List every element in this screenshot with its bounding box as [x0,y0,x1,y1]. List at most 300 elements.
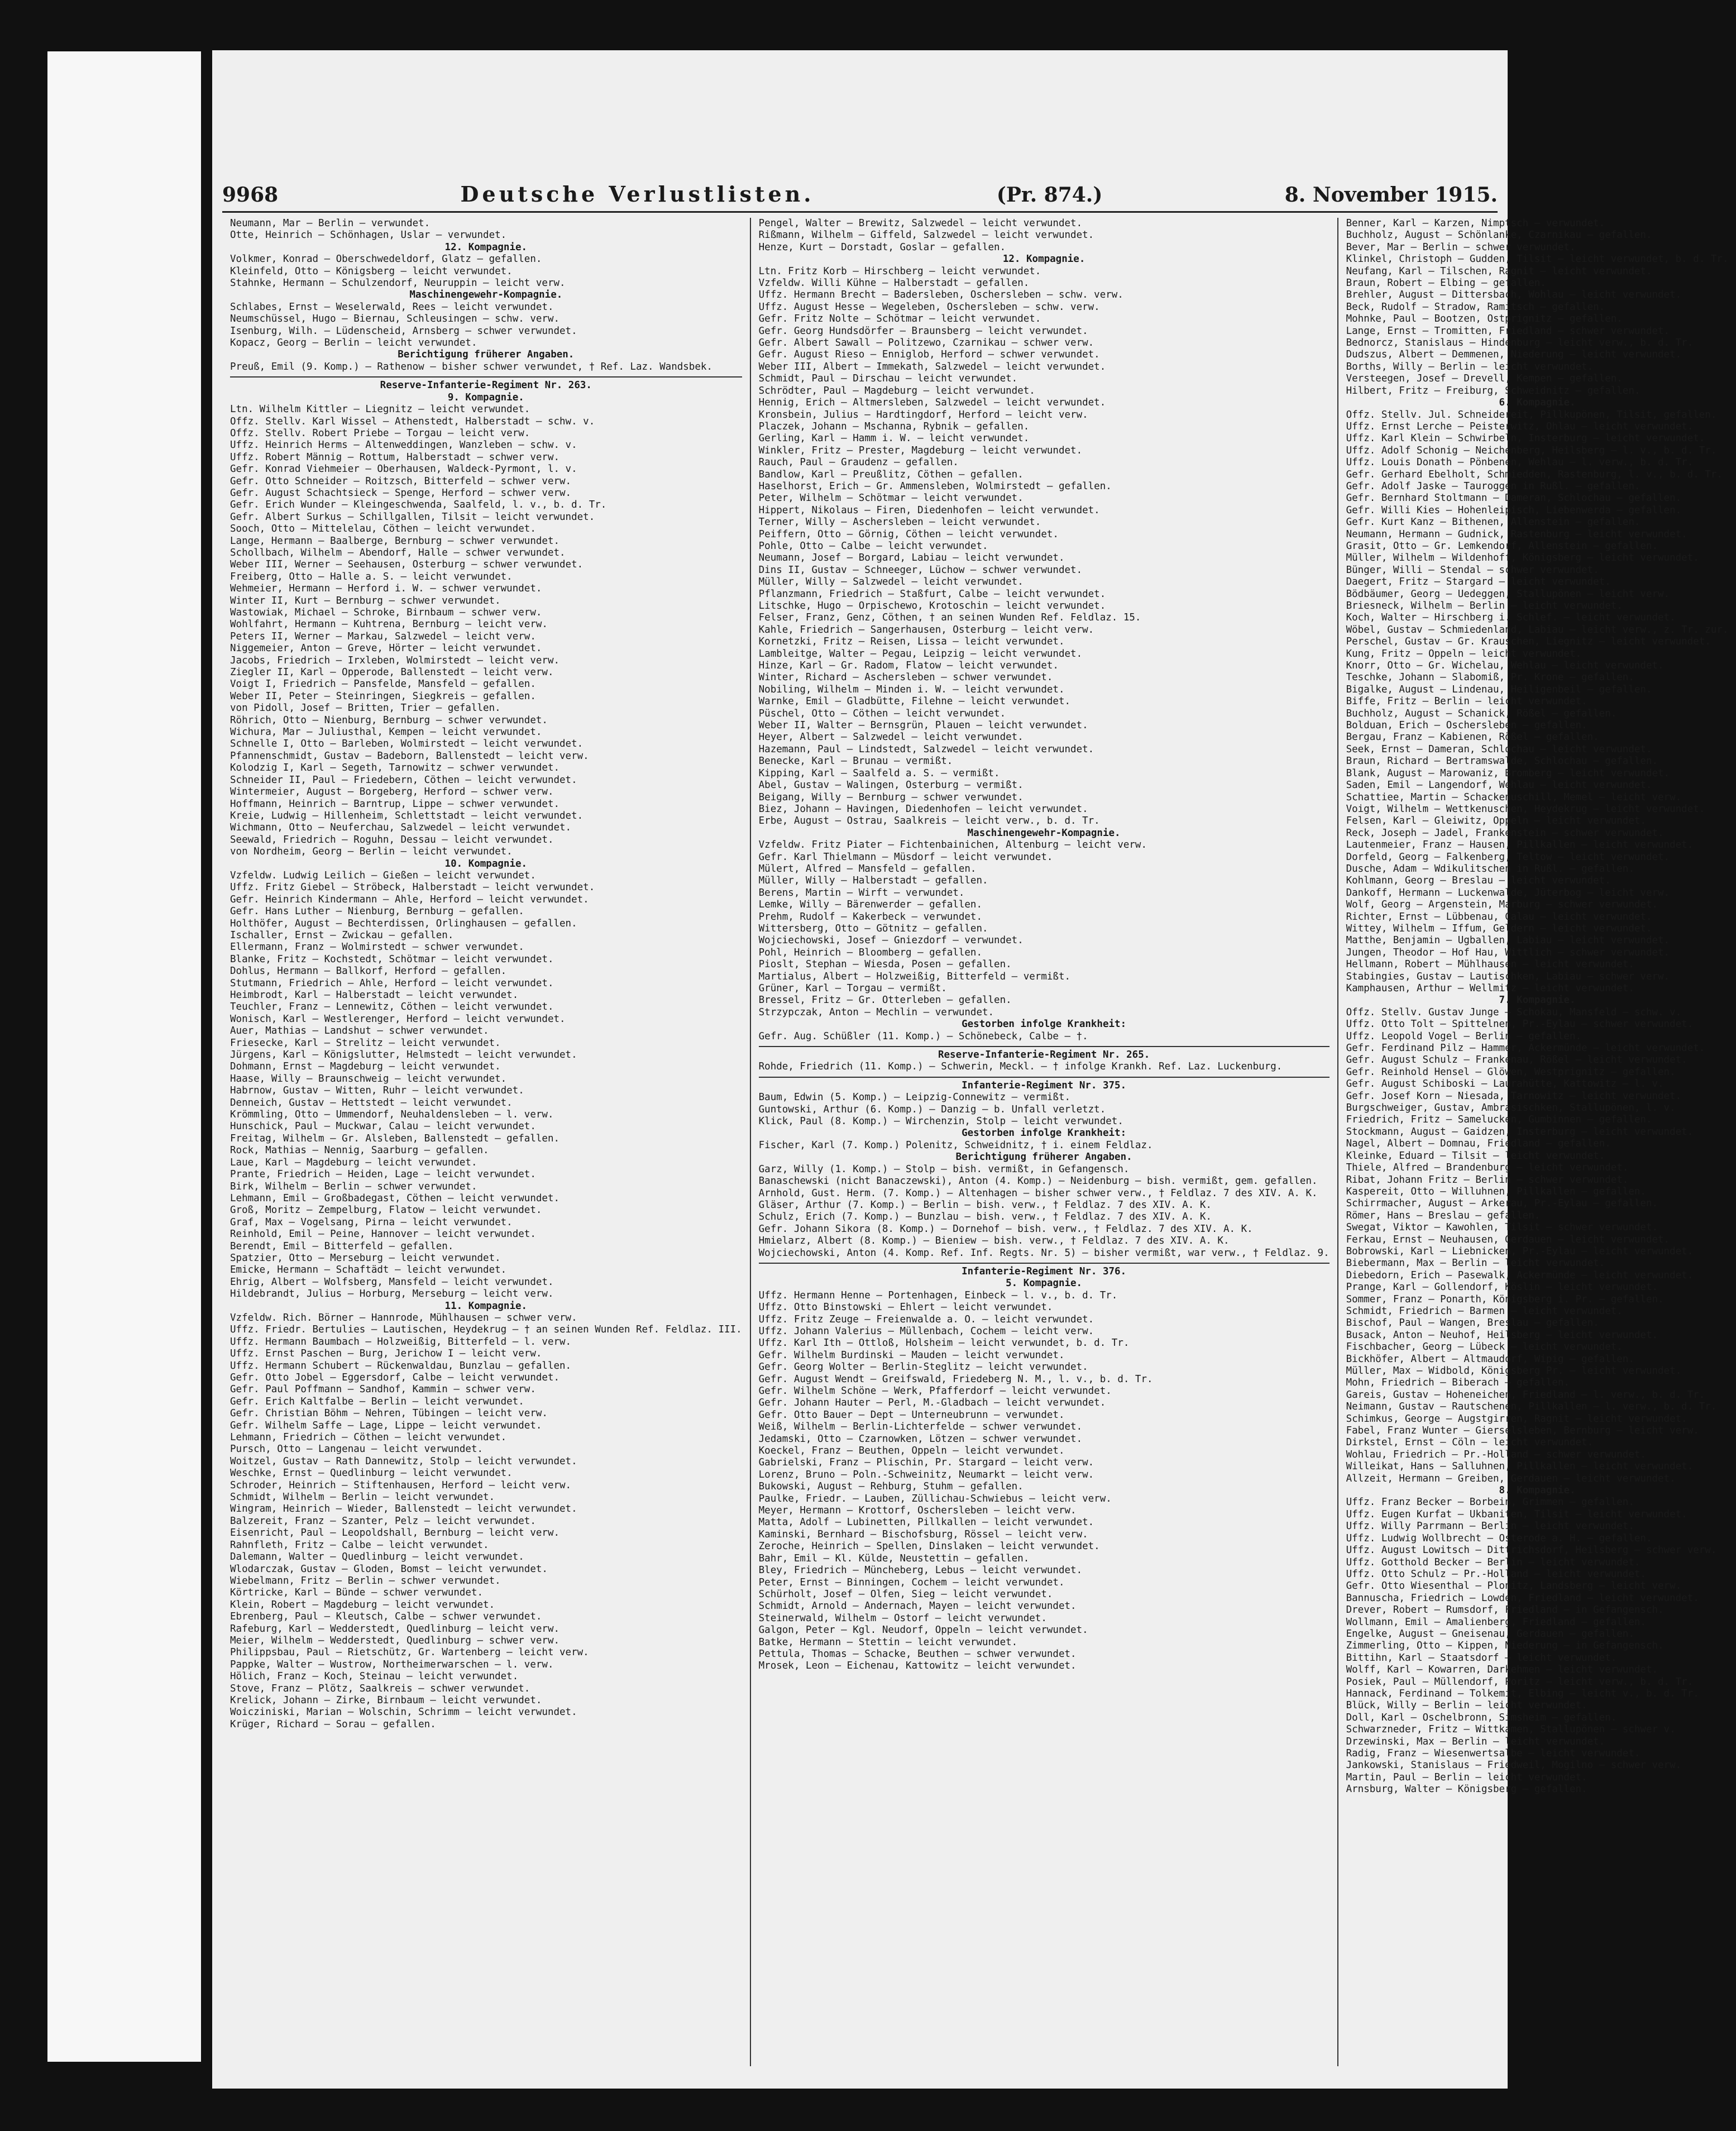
list-entry: Fischbacher, Georg — Lübeck — leicht verwundet. [1346,1341,1623,1353]
section-heading: 12. Kompagnie. [1002,254,1085,265]
list-entry: Matthe, Benjamin — Ugballen, Labiau — leicht verwundet. [1346,935,1670,947]
list-entry: Bischof, Paul — Wangen, Breslau — gefallen. [1346,1317,1599,1329]
list-entry: Wohlfahrt, Hermann — Kuhtrena, Bernburg — leicht verw. [230,619,548,630]
list-entry: Litschke, Hugo — Orpischewo, Krotoschin — leicht verwundet. [758,600,1106,611]
list-entry: von Pidoll, Josef — Britten, Trier — gefallen. [230,703,501,714]
list-entry: Gareis, Gustav — Hoheneichen, Friedland — l. verw., b. d. Tr. [1346,1389,1705,1401]
list-entry: Wohlau, Friedrich — Pr.-Holland — schwer verwundet. [1346,1449,1646,1460]
list-entry: Mülert, Alfred — Mansfeld — gefallen. [758,863,977,875]
list-entry: Koeckel, Franz — Beuthen, Oppeln — leicht verwundet. [758,1445,1065,1457]
list-entry: Dusche, Adam — Wdikulitschen in Rußl. — gefallen. [1346,863,1634,875]
list-entry: Zeroche, Heinrich — Spellen, Dinslaken — leicht verwundet. [758,1541,1100,1552]
list-entry: Pioslt, Stephan — Wiesda, Posen — gefallen. [758,959,1012,971]
list-entry: Uffz. August Lowitsch — Dittrichsdorf, Heilsberg — schwer verw. [1346,1545,1717,1556]
list-entry: Kreie, Ludwig — Hillenheim, Schlettstadt — leicht verwundet. [230,810,584,821]
list-entry: Rahnfleth, Fritz — Calbe — leicht verwundet. [230,1539,489,1551]
list-entry: Neumann, Josef — Borgard, Labiau — leicht verwundet. [758,552,1065,564]
list-entry: Seewald, Friedrich — Roguhn, Dessau — leicht verwundet. [230,834,554,845]
list-entry: Garz, Willy (1. Komp.) — Stolp — bish. vermißt, in Gefangensch. [758,1163,1130,1175]
list-entry: Kopacz, Georg — Berlin — leicht verwundet. [230,337,477,349]
list-entry: Prehm, Rudolf — Kakerbeck — verwundet. [758,911,982,923]
list-entry: Martin, Paul — Berlin — leicht verwundet. [1346,1771,1587,1783]
list-entry: Placzek, Johann — Mschanna, Rybnik — gefallen. [758,421,1030,432]
list-entry: Blank, August — Marowaniz, Bromberg — leicht verwundet. [1346,767,1670,779]
list-entry: Bickhöfer, Albert — Altmaudorf, Wipig — gefallen. [1346,1353,1634,1365]
list-entry: Rißmann, Wilhelm — Giffeld, Salzwedel — leicht verwundet. [758,230,1094,241]
list-entry: Peter, Ernst — Binningen, Cochem — leicht verwundet. [758,1576,1065,1588]
list-entry: Eisenricht, Paul — Leopoldshall, Bernburg — leicht verw. [230,1527,560,1539]
list-entry: Pflanzmann, Friedrich — Staßfurt, Calbe — leicht verwundet. [758,588,1106,600]
list-entry: Püschel, Otto — Cöthen — leicht verwundet. [758,708,1006,719]
section-heading: 9. Kompagnie. [447,391,524,403]
list-entry: Kung, Fritz — Oppeln — leicht verwundet. [1346,648,1582,660]
list-entry: Kaspereit, Otto — Willuhnen, Pillkallen — gefallen. [1346,1186,1646,1197]
section-heading: 12. Kompagnie. [444,241,528,253]
list-entry: Schnelle I, Otto — Barleben, Wolmirstedt — leicht verwundet. [230,738,584,750]
list-entry: Haselhorst, Erich — Gr. Ammensleben, Wolmirstedt — gefallen. [758,480,1112,492]
list-entry: Otte, Heinrich — Schönhagen, Uslar — verwundet. [230,230,507,241]
list-entry: Uffz. Fritz Giebel — Ströbeck, Halberstadt — leicht verwundet. [230,882,595,894]
list-entry: Gefr. Karl Thielmann — Müsdorf — leicht verwundet. [758,851,1053,863]
list-entry: Pohl, Heinrich — Bloomberg — gefallen. [758,947,982,958]
list-entry: Nagel, Albert — Domnau, Friedland — gefallen. [1346,1138,1611,1150]
list-entry: Neimann, Gustav — Rautschenen, Pillkallen — l. verw., b. d. Tr. [1346,1401,1717,1413]
list-entry: Gefr. Albert Surkus — Schillgallen, Tilsit — leicht verwundet. [230,511,595,523]
list-entry: Zimmerling, Otto — Kippen, Niederung — in Gefangensch. [1346,1640,1664,1652]
list-entry: Stutmann, Friedrich — Ahle, Herford — leicht verwundet. [230,977,554,989]
list-entry: Offz. Stellv. Jul. Schneidereit, Pillkupönen, Tilsit, gefallen. [1346,409,1717,421]
list-entry: Wolf, Georg — Argenstein, Marburg — schwer verwundet. [1346,899,1658,911]
list-entry: Uffz. Ernst Lerche — Peisterwitz, Ohlau — leicht verwundet. [1346,421,1694,432]
issue-number: (Pr. 874.) [996,183,1103,207]
list-entry: Uffz. Heinrich Herms — Altenweddingen, Wanzleben — schw. v. [230,439,577,451]
list-entry: Stockmann, August — Gaidzen, Insterburg — leicht verwundet. [1346,1126,1694,1138]
list-entry: Kohlmann, Georg — Breslau — leicht verwundet. [1346,875,1611,887]
section-heading: Berichtigung früherer Angaben. [955,1151,1132,1163]
list-entry: Habrnow, Gustav — Witten, Ruhr — leicht verwundet. [230,1085,524,1097]
list-entry: Rauch, Paul — Graudenz — gefallen. [758,457,959,469]
column-2 [750,218,1337,2066]
list-entry: Ferkau, Ernst — Neuhausen, Gerdauen — leicht verwundet. [1346,1234,1670,1245]
list-entry: Strzypczak, Anton — Mechlin — verwundet. [758,1006,994,1018]
list-entry: Buchholz, August — Schanick, Rößel — gefallen. [1346,708,1617,719]
list-entry: Gefr. Erich Kaltfalbe — Berlin — leicht verwundet. [230,1396,524,1407]
list-entry: Uffz. Adolf Schonig — Neichenberg, Heilsberg — l. v., b. d. Tr. [1346,445,1717,456]
list-entry: Jürgens, Karl — Königslutter, Helmstedt — leicht verwundet. [230,1049,577,1061]
list-entry: Freiberg, Otto — Halle a. S. — leicht verwundet. [230,571,513,582]
list-entry: von Nordheim, Georg — Berlin — leicht verwundet. [230,846,513,858]
list-entry: Klein, Robert — Magdeburg — leicht verwundet. [230,1599,495,1611]
section-heading: Maschinengewehr-Kompagnie. [967,827,1121,839]
page-number: 9968 [222,183,279,207]
list-entry: Spatzier, Otto — Merseburg — leicht verwundet. [230,1252,501,1264]
list-entry: Neumann, Hermann — Gudnick, Rastenburg — leicht verwundet. [1346,528,1687,540]
list-entry: Gefr. Wilhelm Schöne — Werk, Pfafferdorf — leicht verwundet. [758,1385,1112,1397]
column-3 [1337,218,1736,2066]
list-entry: Uffz. Louis Donath — Pönbenen, Wehlau — l. verw., b. d. Tr. [1346,457,1694,469]
list-entry: Offz. Stellv. Gustav Junge — Schokau, Mansfeld — schw. v. [1346,1006,1682,1018]
list-entry: Körtricke, Karl — Bünde — schwer verwundet. [230,1587,484,1599]
list-entry: Mohnke, Paul — Bootzen, Ostprignitz — gefallen. [1346,313,1623,325]
list-entry: Hunschick, Paul — Muckwar, Calau — leicht verwundet. [230,1121,536,1133]
list-entry: Hannack, Ferdinand — Tolkemit, Elbing — leicht v., b. d. Tr. [1346,1688,1699,1699]
list-entry: Biebermann, Max — Berlin — leicht verwundet. [1346,1258,1605,1269]
section-heading: Infanterie-Regiment Nr. 376. [962,1265,1127,1277]
list-entry: Dudszus, Albert — Demmenen, Niederung — leicht verwundet. [1346,349,1682,361]
list-entry: Swegat, Viktor — Kawohlen, Tilsit — schwer verwundet. [1346,1222,1658,1234]
list-entry: Neumann, Mar — Berlin — verwundet. [230,218,431,229]
list-entry: Pohle, Otto — Calbe — leicht verwundet. [758,540,988,552]
section-heading: 11. Kompagnie. [444,1300,528,1312]
list-entry: Vzfeldw. Fritz Piater — Fichtenbainichen, Altenburg — leicht verw. [758,839,1147,851]
list-entry: Dohlus, Hermann — Ballkorf, Herford — gefallen. [230,966,507,977]
list-entry: Weschke, Ernst — Quedlinburg — leicht verwundet. [230,1468,513,1479]
list-entry: Uffz. Friedr. Bertulies — Lautischen, Heydekrug — † an seinen Wunden Ref. Feldlaz. III. [230,1324,742,1336]
list-entry: Gefr. Erich Wunder — Kleingeschwenda, Saalfeld, l. v., b. d. Tr. [230,499,607,511]
list-entry: Engelke, August — Gneisenau, Gerdauen — gefallen. [1346,1628,1634,1640]
list-entry: Wiebelmann, Fritz — Berlin — schwer verwundet. [230,1575,501,1587]
list-entry: Gefr. Otto Wiesenthal — Plonitz, Landsberg — leicht verw. [1346,1580,1682,1592]
list-entry: Schwarzneder, Fritz — Wittkamen, Stallupönen — schwer v. [1346,1724,1676,1736]
list-entry: Warnke, Emil — Gladbütte, Filehne — leicht verwundet. [758,696,1071,708]
list-entry: Henze, Kurt — Dorstadt, Goslar — gefallen. [758,241,1006,253]
list-entry: Wingram, Heinrich — Wieder, Ballenstedt — leicht verwundet. [230,1503,577,1515]
list-entry: Lange, Ernst — Tromitten, Friedland — schwer verwundet. [1346,325,1670,337]
list-entry: Gefr. Johann Sikora (8. Komp.) — Dornehof — bish. verw., † Feldlaz. 7 des XIV. A. K. [758,1223,1253,1235]
section-heading: Gestorben infolge Krankheit: [962,1127,1127,1139]
list-entry: Winter, Richard — Aschersleben — schwer verwundet. [758,672,1053,684]
section-heading: 6. Kompagnie. [1499,397,1576,409]
list-entry: Lange, Hermann — Baalberge, Bernburg — schwer verwundet. [230,535,560,547]
list-entry: Posiek, Paul — Müllendorf, Poritz — leicht verw., b. d. Tr. [1346,1676,1694,1688]
list-entry: Weber II, Peter — Steinringen, Siegkreis — gefallen. [230,690,536,702]
section-heading: Reserve-Infanterie-Regiment Nr. 265. [938,1049,1150,1061]
list-entry: Jankowski, Stanislaus — Friedweil, Mogilno — schwer verw. [1346,1760,1682,1771]
list-entry: Rafeburg, Karl — Wedderstedt, Quedlinburg — leicht verw. [230,1623,560,1635]
list-entry: Burgschweiger, Gustav, Ambrasischken, Stallupönen, l. v. [1346,1102,1676,1114]
list-entry: Galgon, Peter — Kgl. Neudorf, Oppeln — leicht verwundet. [758,1624,1088,1636]
list-entry: Gerling, Karl — Hamm i. W. — leicht verwundet. [758,433,1030,445]
list-entry: Arnsburg, Walter — Königsberg — gefallen. [1346,1784,1587,1795]
list-entry: Wittersberg, Otto — Götnitz — gefallen. [758,923,988,934]
list-entry: Richter, Ernst — Lübbenau, Calau — leicht verwundet. [1346,911,1652,923]
section-heading: 5. Kompagnie. [1006,1278,1083,1289]
list-entry: Schmidt, Friedrich — Barmen — leicht verwundet. [1346,1305,1623,1317]
section-heading: Gestorben infolge Krankheit: [962,1019,1127,1030]
list-entry: Peter, Wilhelm — Schötmar — leicht verwundet. [758,493,1024,504]
list-entry: Bobrowski, Karl — Liebnicken, Pr.-Eylau — leicht verwundet. [1346,1245,1694,1257]
list-entry: Kolodzig I, Karl — Segeth, Tarnowitz — schwer verwundet. [230,762,560,774]
list-entry: Gefr. Albert Sawall — Politzewo, Czarnikau — schwer verw. [758,337,1094,349]
list-entry: Bednorcz, Stanislaus — Hindenburg — leicht verw., b. d. Tr. [1346,337,1694,349]
list-entry: Ltn. Wilhelm Kittler — Liegnitz — leicht verwundet. [230,404,530,415]
list-entry: Biez, Johann — Havingen, Diedenhofen — leicht verwundet. [758,803,1088,815]
list-entry: Auer, Mathias — Landshut — schwer verwundet. [230,1025,489,1037]
list-entry: Dalemann, Walter — Quedlinburg — leicht verwundet. [230,1551,524,1563]
section-heading: 7. Kompagnie. [1499,995,1576,1006]
list-entry: Schirrmacher, August — Arkerau, Pr.-Eylau — gefallen. [1346,1198,1658,1210]
list-entry: Krelick, Johann — Zirke, Birnbaum — leicht verwundet. [230,1694,542,1706]
column-1 [222,218,750,2066]
list-entry: Hoffmann, Heinrich — Barntrup, Lippe — schwer verwundet. [230,798,560,810]
list-entry: Braun, Richard — Bertramswalde, Schlochau — gefallen. [1346,756,1658,767]
list-entry: Hinze, Karl — Gr. Radom, Flatow — leicht verwundet. [758,660,1059,672]
list-entry: Kronsbein, Julius — Hardtingdorf, Herford — leicht verw. [758,409,1088,421]
list-entry: Batke, Hermann — Stettin — leicht verwundet. [758,1636,1018,1648]
list-entry: Uffz. Franz Becker — Borbein, Grimmen — gefallen. [1346,1497,1634,1508]
list-entry: Borths, Willy — Berlin — leicht verwundet. [1346,361,1594,372]
list-entry: Uffz. Willy Parrmann — Berlin — leicht verwundet. [1346,1521,1634,1532]
list-entry: Gefr. August Wendt — Greifswald, Friedeberg N. M., l. v., b. d. Tr. [758,1373,1153,1385]
list-entry: Schrödter, Paul — Magdeburg — leicht verwundet. [758,385,1035,396]
list-entry: Holthöfer, August — Bechterdissen, Orlinghausen — gefallen. [230,918,577,929]
list-entry: Vzfeldw. Ludwig Leilich — Gießen — leicht verwundet. [230,869,536,881]
list-entry: Braun, Robert — Elbing — gefallen. [1346,278,1546,289]
newspaper-page [212,50,1729,2089]
list-entry: Niggemeier, Anton — Greve, Hörter — leicht verwundet. [230,643,542,654]
list-entry: Guntowski, Arthur (6. Komp.) — Danzig — b. Unfall verletzt. [758,1103,1106,1115]
list-entry: Baum, Edwin (5. Komp.) — Leipzig-Connewitz — vermißt. [758,1092,1071,1103]
list-entry: Koch, Walter — Hirschberg i. Schlef. — leicht verwundet. [1346,612,1676,624]
list-entry: Gefr. Josef Korn — Niesada, Tarnowitz — leicht verwundet. [1346,1090,1682,1102]
list-entry: Birk, Wilhelm — Berlin — schwer verwundet. [230,1181,477,1192]
list-entry: Müller, Willy — Salzwedel — leicht verwundet. [758,576,1024,588]
list-entry: Ltn. Fritz Korb — Hirschberg — leicht verwundet. [758,265,1041,277]
list-entry: Wojciechowski, Josef — Gniezdorf — verwundet. [758,935,1024,947]
list-entry: Radig, Franz — Wiesenwertsalbe — leicht verwundet. [1346,1748,1641,1759]
list-entry: Weiß, Wilhelm — Berlin-Lichterfelde — schwer verwundet. [758,1421,1083,1433]
list-entry: Matta, Adolf — Lubinetten, Pillkallen — leicht verwundet. [758,1517,1094,1528]
section-rule [759,1077,1330,1078]
list-entry: Winter II, Kurt — Bernburg — schwer verwundet. [230,595,501,606]
list-entry: Erbe, August — Ostrau, Saalkreis — leicht verw., b. d. Tr. [758,815,1100,827]
list-entry: Uffz. Ernst Paschen — Burg, Jerichow I — leicht verw. [230,1348,542,1360]
list-entry: Wlodarczak, Gustav — Gloden, Bomst — leicht verwundet. [230,1563,548,1575]
list-entry: Gefr. Christian Böhm — Nehren, Tübingen — leicht verw. [230,1408,548,1420]
list-entry: Uffz. Karl Klein — Schwirbeln, Insterburg — leicht verwundet. [1346,433,1705,445]
list-entry: Bukowski, August — Rehburg, Stuhm — gefallen. [758,1481,1024,1493]
list-entry: Pettula, Thomas — Schacke, Beuthen — schwer verwundet. [758,1648,1077,1660]
list-entry: Kaminski, Bernhard — Bischofsburg, Rössel — leicht verw. [758,1528,1088,1540]
list-entry: Müller, Wilhelm — Wildenhoff, Königsberg — leicht verwundet. [1346,552,1699,564]
list-entry: Bergau, Franz — Kabienen, Rößel — gefallen. [1346,732,1599,743]
list-entry: Hmielarz, Albert (8. Komp.) — Bieniew — bish. verw., † Feldlaz. 7 des XIV. A. K. [758,1235,1230,1247]
list-entry: Sooch, Otto — Mittelelau, Cöthen — leicht verwundet. [230,523,536,535]
list-entry: Gefr. Gerhard Ebelholt, Schmiedden, Rastenburg, l. v., b. d. Tr. [1346,469,1723,480]
list-entry: Hölich, Franz — Koch, Steinau — leicht verwundet. [230,1671,519,1683]
list-entry: Dirkstel, Ernst — Cöln — leicht verwundet. [1346,1437,1594,1449]
list-entry: Rohde, Friedrich (11. Komp.) — Schwerin, Meckl. — † infolge Krankh. Ref. Laz. Luckenburg. [758,1061,1283,1073]
list-entry: Ischaller, Ernst — Zwickau — gefallen. [230,929,454,941]
list-entry: Drzewinski, Max — Berlin — leicht verwundet. [1346,1736,1605,1747]
list-entry: Bahr, Emil — Kl. Külde, Neustettin — gefallen. [758,1552,1030,1564]
list-entry: Bödbäumer, Georg — Uedeggen, Stallupönen — leicht verw. [1346,588,1670,600]
page-header [222,173,1498,207]
list-entry: Felser, Franz, Genz, Cöthen, † an seinen Wunden Ref. Feldlaz. 15. [758,612,1141,624]
list-entry: Bley, Friedrich — Müncheberg, Lebus — leicht verwundet. [758,1565,1083,1576]
list-entry: Gläser, Arthur (7. Komp.) — Berlin — bish. verw., † Feldlaz. 7 des XIV. A. K. [758,1199,1212,1211]
list-entry: Seek, Ernst — Dameran, Schlochau — leicht verwundet. [1346,743,1652,755]
list-entry: Bandlow, Karl — Preußlitz, Cöthen — gefallen. [758,469,1024,480]
list-entry: Stove, Franz — Plötz, Saalkreis — schwer verwundet. [230,1683,530,1694]
list-entry: Dankoff, Hermann — Luckenwalde, Jüterbog — leicht verw. [1346,887,1670,899]
list-entry: Bünger, Willi — Stendal — schwer verwundet. [1346,564,1599,576]
list-entry: Röhrich, Otto — Nienburg, Bernburg — schwer verwundet. [230,714,548,726]
list-entry: Gefr. August Schachtsieck — Spenge, Herford — schwer verw. [230,487,572,499]
list-entry: Wittey, Wilhelm — Iffum, Geldern — leicht verwundet. [1346,923,1652,934]
list-entry: Bressel, Fritz — Gr. Otterleben — gefallen. [758,995,1012,1006]
list-entry: Weber II, Walter — Bernsgrün, Plauen — leicht verwundet. [758,720,1088,732]
list-entry: Teschke, Johann — Slabomiß, Pr. Krone — gefallen. [1346,672,1634,684]
list-entry: Bittihn, Karl — Staatsdorf — leicht verwundet. [1346,1652,1617,1664]
list-entry: Schroder, Heinrich — Stiftenhausen, Herford — leicht verw. [230,1479,572,1491]
list-entry: Wintermeier, August — Borgeberg, Herford — schwer verw. [230,786,554,798]
list-entry: Gefr. Otto Bauer — Dept — Unterneubrunn — verwundet. [758,1409,1065,1421]
list-entry: Kleinfeld, Otto — Königsberg — leicht verwundet. [230,265,513,277]
list-entry: Dorfeld, Georg — Falkenberg, Teltow — leicht verwundet. [1346,851,1670,863]
list-entry: Berens, Martin — Wirft — verwundet. [758,887,965,899]
list-entry: Haase, Willy — Braunschweig — leicht verwundet. [230,1073,507,1084]
list-entry: Winkler, Fritz — Prester, Magdeburg — leicht verwundet. [758,445,1083,456]
list-entry: Jacobs, Friedrich — Irxleben, Wolmirstedt — leicht verw. [230,654,560,666]
list-entry: Prange, Karl — Gollendorf, Köslin — leicht verwundet. [1346,1282,1658,1293]
list-entry: Pfannenschmidt, Gustav — Badeborn, Ballenstedt — leicht verw. [230,750,589,762]
list-entry: Doll, Karl — Oschelbronn, Simsheim — gefallen. [1346,1712,1617,1723]
list-entry: Sommer, Franz — Ponarth, Königsberg i. Pr. — gefallen. [1346,1293,1664,1305]
list-entry: Lautenmeier, Franz — Hausen, Pillkallen — leicht verwundet. [1346,839,1694,851]
list-entry: Wöbel, Gustav — Schmiedenland, Labiau — leicht verw., z. Tr. zur. [1346,624,1729,636]
list-entry: Paulke, Friedr. — Lauben, Züllichau-Schwiebus — leicht verw. [758,1493,1112,1504]
list-entry: Lehmann, Friedrich — Cöthen — leicht verwundet. [230,1432,507,1444]
list-entry: Pappke, Walter — Wustrow, Northeimerwarschen — l. verw. [230,1659,554,1670]
list-entry: Lorenz, Bruno — Poln.-Schweinitz, Neumarkt — leicht verw. [758,1469,1094,1480]
list-entry: Uffz. Otto Binstowski — Ehlert — leicht verwundet. [758,1302,1053,1313]
list-entry: Voigt I, Friedrich — Pansfelde, Mansfeld — gefallen. [230,679,536,690]
list-entry: Gefr. Georg Wolter — Berlin-Steglitz — leicht verwundet. [758,1361,1088,1373]
list-entry: Gefr. August Rieso — Enniglob, Herford — schwer verwundet. [758,349,1100,361]
list-entry: Gabrielski, Franz — Plischin, Pr. Stargard — leicht verw. [758,1457,1094,1469]
section-heading: Maschinengewehr-Kompagnie. [409,289,563,301]
list-entry: Ebrenberg, Paul — Kleutsch, Calbe — schwer verwundet. [230,1611,542,1623]
list-entry: Klick, Paul (8. Komp.) — Wirchenzin, Stolp — leicht verwundet. [758,1116,1123,1127]
list-entry: Wojciechowski, Anton (4. Komp. Ref. Inf. Regts. Nr. 5) — bisher vermißt, war verw., † Feldlaz. 9. [758,1247,1330,1259]
list-entry: Daegert, Fritz — Stargard — leicht verwundet. [1346,576,1611,588]
list-entry: Gefr. Otto Jobel — Eggersdorf, Calbe — leicht verwundet. [230,1372,560,1383]
list-entry: Balzereit, Franz — Szanter, Pelz — leicht verwundet. [230,1515,536,1527]
list-entry: Kahle, Friedrich — Sangerhausen, Osterburg — leicht verw. [758,624,1094,636]
list-entry: Uffz. August Hesse — Wegeleben, Oschersleben — schw. verw. [758,301,1100,313]
list-entry: Uffz. Hermann Henne — Portenhagen, Einbeck — l. v., b. d. Tr. [758,1289,1118,1301]
list-entry: Gefr. Heinrich Kindermann — Ahle, Herford — leicht verwundet. [230,894,589,905]
section-heading: 8. Kompagnie. [1499,1485,1576,1497]
list-entry: Stabingies, Gustav — Lautischken, Labiau — schwer verw. [1346,971,1670,982]
list-entry: Bannuscha, Friedrich — Lowden, Friedland — leicht verwundet. [1346,1592,1699,1604]
list-entry: Busack, Anton — Neuhof, Heilsberg — leicht verwundet. [1346,1329,1658,1341]
list-entry: Willeikat, Hans — Salluhnen, Pillkallen — leicht verwundet. [1346,1461,1694,1473]
list-entry: Offz. Stellv. Karl Wissel — Athenstedt, Halberstadt — schw. v. [230,415,595,427]
list-entry: Saden, Emil — Langendorf, Wehlau — leicht verwundet. [1346,780,1652,791]
list-entry: Hilbert, Fritz — Freiburg, Schweidnitz — gefallen. [1346,385,1641,396]
list-entry: Bever, Mar — Berlin — schwer verwundet. [1346,241,1576,253]
list-entry: Kipping, Karl — Saalfeld a. S. — vermißt. [758,767,1000,779]
list-entry: Wolff, Karl — Kowarren, Darkehmen — leicht verwundet. [1346,1664,1658,1676]
list-entry: Weber III, Werner — Seehausen, Osterburg — schwer verwundet. [230,559,584,571]
list-entry: Schmidt, Wilhelm — Berlin — leicht verwundet. [230,1492,495,1503]
list-entry: Lemke, Willy — Bärenwerder — gefallen. [758,899,982,911]
list-entry: Benner, Karl — Karzen, Nimptsch — verwundet. [1346,218,1605,229]
list-entry: Gefr. Paul Poffmann — Sandhof, Kammin — schwer verw. [230,1384,536,1396]
list-entry: Uffz. Hermann Brecht — Badersleben, Oschersleben — schw. verw. [758,289,1123,301]
list-entry: Dohmann, Ernst — Magdeburg — leicht verwundet. [230,1061,501,1073]
list-entry: Woicziniski, Marian — Wolschin, Schrimm — leicht verwundet. [230,1707,577,1718]
list-entry: Jungen, Theodor — Hof Hau, Wittlich — schwer verwundet. [1346,947,1670,958]
columns [222,218,1729,2066]
list-entry: Felsen, Karl — Gleiwitz, Oppeln — leicht verwundet. [1346,815,1646,827]
list-entry: Kamphausen, Arthur — Wellmitz — leicht verwundet. [1346,983,1634,994]
list-entry: Uffz. Fritz Zeuge — Freienwalde a. O. — leicht verwundet. [758,1313,1094,1325]
left-card-margin [47,51,201,2062]
list-entry: Volkmer, Konrad — Oberschwedeldorf, Glatz — gefallen. [230,254,542,265]
list-entry: Neumschüssel, Hugo — Biernau, Schleusingen — schw. verw. [230,313,560,325]
list-entry: Terner, Willy — Aschersleben — leicht verwundet. [758,517,1041,528]
list-entry: Rock, Mathias — Nennig, Saarburg — gefallen. [230,1145,489,1157]
list-entry: Uffz. Karl Ith — Ottloß, Holsheim — leicht verwundet, b. d. Tr. [758,1337,1130,1349]
list-entry: Perschel, Gustav — Gr. Krauschen, Liegnitz — leicht verwundet. [1346,636,1711,648]
list-entry: Benecke, Karl — Brunau — vermißt. [758,756,953,767]
list-entry: Hellmann, Robert — Mühlhausen — leicht verwundet. [1346,959,1634,971]
section-heading: Infanterie-Regiment Nr. 375. [962,1079,1127,1091]
list-entry: Wehmeier, Hermann — Herford i. W. — schwer verwundet. [230,583,542,595]
list-entry: Berendt, Emil — Bitterfeld — gefallen. [230,1240,454,1252]
list-entry: Arnhold, Gust. Herm. (7. Komp.) — Altenhagen — bisher schwer verw., † Feldlaz. 7 des XIV. A. K. [758,1187,1318,1199]
list-entry: Ehrig, Albert — Wolfsberg, Mansfeld — leicht verwundet. [230,1276,554,1288]
list-entry: Wastowiak, Michael — Schroke, Birnbaum — schwer verw. [230,607,542,618]
list-entry: Hennig, Erich — Altmersleben, Salzwedel — leicht verwundet. [758,397,1106,409]
publication-title: Deutsche Verlustlisten. [460,181,815,207]
list-entry: Kornetzki, Fritz — Reisen, Lissa — leicht verwundet. [758,636,1065,648]
list-entry: Emicke, Hermann — Schaftädt — leicht verwundet. [230,1264,507,1276]
list-entry: Römer, Hans — Breslau — gefallen. [1346,1210,1541,1221]
list-entry: Uffz. Eugen Kurfat — Ukbaniten, Tilsit — leicht verwundet. [1346,1508,1687,1520]
list-entry: Teuchler, Franz — Lennewitz, Cöthen — leicht verwundet. [230,1001,554,1013]
section-rule [759,1263,1330,1264]
list-entry: Schimkus, George — Augstgirren, Ragnit — leicht verwundet. [1346,1413,1687,1425]
list-entry: Müller, Willy — Halberstadt — gefallen. [758,875,988,887]
list-entry: Grasit, Otto — Gr. Lemkendorf, Allenstein — gefallen. [1346,540,1658,552]
list-entry: Vzfeldw. Willi Kühne — Halberstadt — gefallen. [758,278,1030,289]
list-entry: Peiffern, Otto — Görnig, Cöthen — leicht verwundet. [758,528,1059,540]
list-entry: Klinkel, Christoph — Gudden, Tilsit — leicht verwundet, b. d. Tr. [1346,254,1729,265]
list-entry: Kleinke, Eduard — Tilsit — leicht verwundet. [1346,1150,1605,1162]
list-entry: Schlabes, Ernst — Weselerwald, Rees — leicht verwundet. [230,301,554,313]
list-entry: Thiele, Alfred — Brandenburg — leicht verwundet. [1346,1162,1629,1174]
list-entry: Gefr. Konrad Viehmeier — Oberhausen, Waldeck-Pyrmont, l. v. [230,464,577,475]
list-entry: Krömmling, Otto — Ummendorf, Neuhaldensleben — l. verw. [230,1109,554,1121]
list-entry: Uffz. Gotthold Becker — Berlin — leicht verwundet. [1346,1556,1641,1568]
list-entry: Gefr. Georg Hundsdörfer — Braunsberg — leicht verwundet. [758,325,1088,337]
list-entry: Jedamski, Otto — Czarnowken, Lötzen — schwer verwundet. [758,1433,1083,1445]
list-entry: Blück, Willy — Berlin — leicht verwundet. [1346,1700,1587,1712]
list-entry: Gefr. Willi Kies — Hohenleipisch, Liebenwerda — gefallen. [1346,504,1682,516]
list-entry: Friesecke, Karl — Strelitz — leicht verwundet. [230,1037,501,1049]
list-entry: Wichura, Mar — Juliusthal, Kempen — leicht verwundet. [230,727,542,738]
list-entry: Steinerwald, Wilhelm — Ostorf — leicht verwundet. [758,1612,1047,1624]
list-entry: Pursch, Otto — Langenau — leicht verwundet. [230,1444,484,1455]
list-entry: Blanke, Fritz — Kochstedt, Schötmar — leicht verwundet. [230,953,554,965]
list-entry: Beck, Rudolf — Stradow, Ramitsch — gefallen. [1346,301,1605,313]
list-entry: Gefr. Fritz Nolte — Schötmar — leicht verwundet. [758,313,1041,325]
list-entry: Gefr. Ferdinand Pilz — Hammer, Ackermünde — leicht verwundet. [1346,1043,1705,1054]
